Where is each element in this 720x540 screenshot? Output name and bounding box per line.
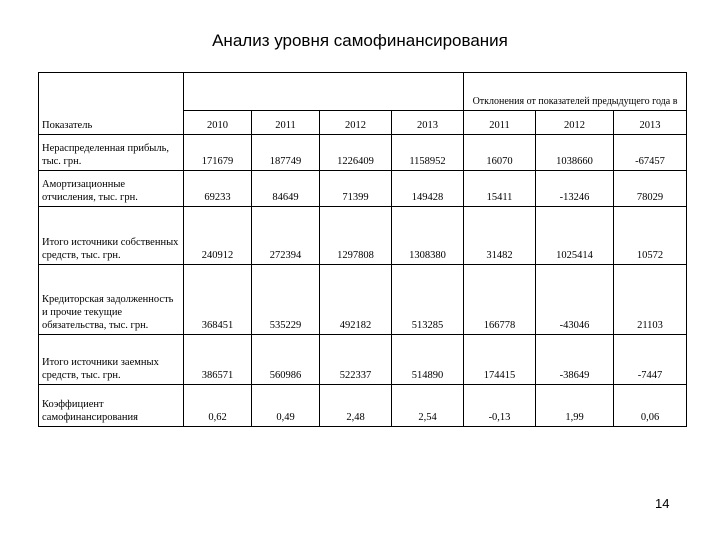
table-cell: 2,54 [392, 385, 464, 427]
year-header-spacer [184, 73, 464, 111]
deviation-header-2012: 2012 [536, 111, 614, 135]
table-cell: 71399 [320, 171, 392, 207]
table-cell: 0,06 [614, 385, 687, 427]
table-cell: 84649 [252, 171, 320, 207]
table-cell: 187749 [252, 135, 320, 171]
table-cell: 514890 [392, 335, 464, 385]
table-row [39, 171, 687, 207]
self-financing-table [38, 72, 687, 427]
table-cell: 1226409 [320, 135, 392, 171]
table-row [39, 265, 687, 335]
table-cell: 535229 [252, 265, 320, 335]
deviation-header: Отклонения от показателей предыдущего года в [464, 73, 687, 111]
row-label: Кредиторская задолженность и прочие текущие обязательства, тыс. грн. [39, 265, 184, 335]
row-label: Коэффициент самофинансирования [39, 385, 184, 427]
year-header-2010: 2010 [184, 111, 252, 135]
table-cell: 1025414 [536, 207, 614, 265]
year-header-2011: 2011 [252, 111, 320, 135]
year-header-2013: 2013 [392, 111, 464, 135]
table-cell: 272394 [252, 207, 320, 265]
table-row [39, 385, 687, 427]
table-row [39, 207, 687, 265]
row-label: Нераспределенная прибыль, тыс. грн. [39, 135, 184, 171]
table-cell: 16070 [464, 135, 536, 171]
indicator-header: Показатель [42, 119, 93, 131]
table-cell: -7447 [614, 335, 687, 385]
table-row [39, 335, 687, 385]
deviation-header-2011: 2011 [464, 111, 536, 135]
header-row-top [39, 73, 687, 111]
table-cell: 386571 [184, 335, 252, 385]
table-cell: 513285 [392, 265, 464, 335]
table-row [39, 135, 687, 171]
table-cell: 21103 [614, 265, 687, 335]
table-cell: 2,48 [320, 385, 392, 427]
table-cell: -43046 [536, 265, 614, 335]
table-cell: -0,13 [464, 385, 536, 427]
indicator-header-cell [39, 73, 184, 135]
row-label: Амортизационные отчисления, тыс. грн. [39, 171, 184, 207]
table-cell: 171679 [184, 135, 252, 171]
table-cell: 522337 [320, 335, 392, 385]
table-cell: 149428 [392, 171, 464, 207]
table-cell: 0,62 [184, 385, 252, 427]
deviation-header-2013: 2013 [614, 111, 687, 135]
table-cell: 560986 [252, 335, 320, 385]
table-cell: 10572 [614, 207, 687, 265]
table-cell: 492182 [320, 265, 392, 335]
table-cell: -38649 [536, 335, 614, 385]
row-label: Итого источники собственных средств, тыс. грн. [39, 207, 184, 265]
year-header-2012: 2012 [320, 111, 392, 135]
table-cell: 1308380 [392, 207, 464, 265]
table-cell: 1,99 [536, 385, 614, 427]
table-cell: 1158952 [392, 135, 464, 171]
table-cell: 0,49 [252, 385, 320, 427]
table-cell: 1297808 [320, 207, 392, 265]
table-cell: 166778 [464, 265, 536, 335]
table-cell: 78029 [614, 171, 687, 207]
table-cell: 240912 [184, 207, 252, 265]
table-cell: 69233 [184, 171, 252, 207]
table-cell: 368451 [184, 265, 252, 335]
page-number: 14 [655, 496, 670, 511]
table-cell: 31482 [464, 207, 536, 265]
table-cell: -67457 [614, 135, 687, 171]
table-cell: 1038660 [536, 135, 614, 171]
table-cell: 15411 [464, 171, 536, 207]
table-cell: 174415 [464, 335, 536, 385]
row-label: Итого источники заемных средств, тыс. грн. [39, 335, 184, 385]
table-cell: -13246 [536, 171, 614, 207]
slide-title: Анализ уровня самофинансирования [212, 31, 508, 50]
